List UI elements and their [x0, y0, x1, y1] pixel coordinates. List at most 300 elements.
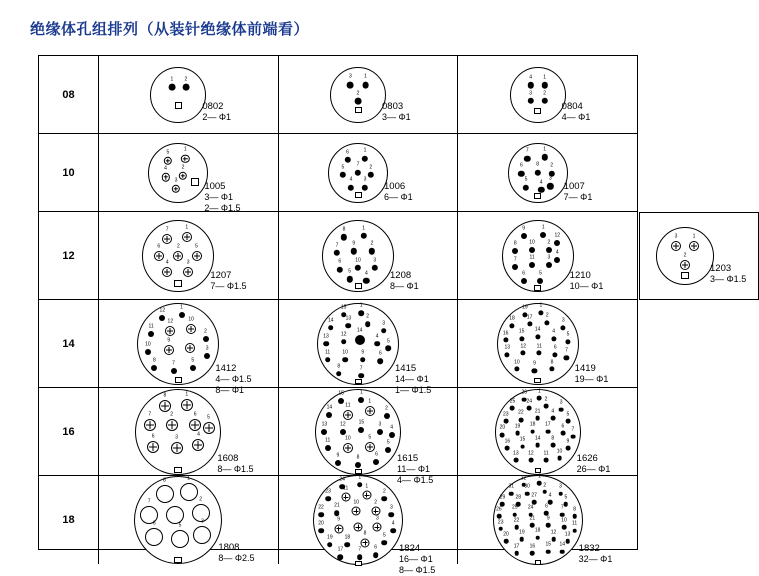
contact-number: 5	[195, 243, 198, 249]
pin-contact	[346, 323, 352, 329]
contact-number: 6	[545, 503, 548, 510]
contact-number: 7	[172, 360, 175, 367]
pin-contact	[544, 458, 549, 463]
pin-contact	[151, 365, 157, 371]
connector-code: 1412	[215, 362, 237, 374]
pin-contact	[546, 523, 551, 528]
pin-contact	[390, 528, 396, 534]
keyway-notch	[175, 377, 182, 383]
pin-contact	[385, 447, 391, 453]
pin-contact	[342, 357, 348, 363]
contact-number: 7	[148, 411, 152, 418]
pin-contact	[521, 278, 527, 284]
contact-number: 3	[174, 177, 178, 184]
contact-number: 7	[571, 426, 575, 433]
pin-contact	[321, 429, 327, 435]
pin-contact	[537, 351, 542, 356]
contact-number: 2	[184, 76, 188, 83]
socket-contact	[161, 173, 169, 181]
pin-contact	[373, 552, 379, 558]
connector-label	[399, 543, 435, 576]
contact-number: 13	[513, 450, 519, 457]
contact-number: 13	[504, 344, 511, 351]
contact-number: 2	[366, 313, 369, 320]
socket-contact	[185, 343, 195, 353]
contact-number: 1	[543, 146, 547, 153]
socket-contact	[189, 419, 201, 431]
connector-cell-1210	[458, 212, 637, 299]
contact-number: 7	[359, 365, 363, 372]
contact-number: 2	[199, 496, 203, 503]
connector-shell	[142, 220, 214, 292]
pin-contact	[542, 490, 547, 495]
contact-number: 8	[337, 363, 341, 370]
pin-contact	[358, 397, 364, 403]
pin-contact	[355, 265, 361, 271]
contact-number: 15	[545, 541, 551, 548]
contact-number: 12	[340, 331, 347, 338]
contact-number: 2	[369, 164, 373, 171]
pin-contact	[355, 98, 362, 105]
contact-number: 2	[547, 239, 551, 246]
socket-contact	[182, 232, 192, 242]
contact-number: 10	[353, 499, 360, 506]
socket-contact	[192, 251, 202, 261]
connector-shell	[322, 220, 394, 292]
pin-contact	[347, 81, 354, 88]
contact-number: 1	[185, 391, 189, 398]
contact-number: 28	[515, 494, 522, 501]
contact-number: 11	[343, 485, 349, 492]
pin-contact	[323, 341, 329, 347]
connector-cell-1626	[458, 388, 637, 475]
shell-size-label: 12	[39, 212, 99, 299]
pin-contact	[358, 310, 364, 316]
pin-contact	[560, 549, 565, 554]
socket-contact	[173, 251, 183, 261]
pin-contact	[521, 233, 527, 239]
contact-number: 4	[197, 431, 200, 438]
contact-number: 17	[526, 314, 533, 321]
contact-number: 3	[175, 434, 179, 441]
pin-contact	[355, 169, 361, 175]
contact-number: 32	[520, 475, 527, 481]
contact-number: 1	[543, 74, 547, 81]
contact-number: 1	[183, 146, 187, 153]
pin-contact	[389, 512, 395, 518]
keyway-notch	[681, 272, 689, 279]
pin-contact	[168, 84, 175, 91]
pin-contact	[558, 491, 563, 496]
pin-contact	[365, 322, 371, 328]
pin-contact	[551, 537, 556, 542]
contact-spec: 19— Φ1	[574, 373, 609, 384]
connector-label	[577, 453, 611, 475]
contact-number: 5	[166, 149, 170, 156]
contact-number: 10	[561, 517, 567, 524]
contact-number: 5	[207, 414, 210, 421]
contact-number: 2	[385, 405, 388, 412]
socket-contact	[671, 241, 681, 251]
keyway-notch	[174, 280, 182, 287]
contact-number: 8	[513, 240, 517, 247]
pin-contact	[334, 510, 340, 516]
connector-label	[217, 453, 253, 475]
contact-spec: 4— Φ1.5	[215, 373, 252, 384]
connector-label	[570, 270, 604, 292]
contact-number: 19	[327, 534, 333, 541]
contact-number: 11	[536, 343, 542, 349]
pin-contact	[545, 320, 550, 325]
pin-contact	[327, 542, 333, 548]
pin-contact	[537, 278, 543, 284]
connector-label	[204, 181, 240, 214]
pin-contact	[546, 549, 551, 554]
contact-spec: 10— Φ1	[569, 280, 604, 291]
keyway-notch	[534, 193, 541, 199]
connector-code: 1615	[397, 452, 419, 464]
pin-contact	[382, 540, 388, 546]
pin-contact	[564, 355, 569, 360]
pin-contact	[541, 154, 547, 160]
contact-number: 7	[356, 161, 360, 168]
contact-number: 18	[509, 315, 515, 322]
socket-contact	[186, 324, 196, 334]
contact-number: 17	[513, 543, 520, 550]
contact-spec: 1— Φ1.5	[395, 384, 432, 395]
contact-number: 14	[559, 541, 566, 548]
socket-contact	[147, 441, 159, 453]
pin-contact	[545, 429, 550, 434]
socket-contact	[181, 154, 189, 162]
pin-contact	[378, 358, 384, 364]
contact-number: 3	[373, 257, 377, 264]
pin-contact	[541, 82, 547, 88]
pin-contact	[159, 315, 165, 321]
contact-spec: 6— Φ1	[384, 191, 413, 202]
pin-contact	[204, 353, 210, 359]
pin-contact	[374, 341, 380, 347]
pin-contact	[538, 311, 543, 316]
contact-spec: 2— Φ1	[202, 111, 232, 122]
keyway-notch	[355, 283, 362, 289]
contact-number: 2	[550, 162, 553, 169]
contact-number: 23	[325, 488, 331, 495]
contact-number: 2	[176, 243, 180, 249]
contact-number: 6	[157, 243, 161, 249]
pin-contact	[515, 431, 520, 436]
contact-spec: 32— Φ1	[578, 554, 613, 564]
pin-contact	[328, 325, 334, 331]
connector-diagram	[656, 227, 747, 285]
contact-number: 30	[524, 483, 530, 490]
contact-number: 8	[536, 161, 540, 168]
contact-number: 1	[363, 147, 367, 154]
contact-number: 9	[566, 438, 570, 445]
connector-shell	[656, 227, 714, 285]
pin-contact	[372, 265, 378, 271]
pin-contact	[318, 528, 324, 534]
connector-diagram	[142, 220, 247, 292]
pin-contact	[340, 429, 346, 435]
contact-number: 11	[325, 437, 331, 444]
socket-contact	[159, 400, 171, 412]
pin-contact	[326, 412, 332, 418]
contact-number: 3	[674, 233, 678, 240]
contact-number: 18	[344, 534, 351, 541]
connector-shell	[313, 475, 403, 565]
contact-number: 8	[550, 359, 554, 365]
contact-number: 3	[201, 518, 204, 525]
contact-number: 7	[335, 242, 339, 248]
pin-contact	[525, 491, 530, 496]
contact-number: 15	[519, 436, 526, 443]
contact-number: 4	[529, 74, 533, 81]
contact-number: 3	[205, 345, 209, 352]
connector-diagram	[322, 220, 419, 292]
contact-spec: 3— Φ1	[204, 191, 234, 202]
contact-number: 20	[503, 531, 509, 538]
contact-number: 4	[349, 176, 353, 183]
contact-number: 12	[520, 343, 527, 349]
pin-contact	[358, 373, 364, 379]
keyway-notch	[175, 102, 182, 109]
contact-number: 6	[374, 544, 377, 551]
connector-label	[218, 542, 254, 564]
contact-number: 7	[560, 504, 564, 511]
contact-number: 12	[340, 421, 346, 427]
pin-contact	[529, 262, 535, 268]
keyway-notch	[535, 468, 541, 473]
contact-spec: 3— Φ1	[382, 111, 411, 122]
contact-number: 6	[561, 423, 565, 430]
socket-contact	[334, 524, 343, 533]
contact-number: 13	[564, 531, 571, 538]
connector-code: 1832	[578, 543, 600, 554]
connector-shell	[497, 303, 579, 385]
contact-number: 11	[324, 349, 331, 356]
keyway-notch	[534, 108, 541, 114]
contact-number: 10	[188, 316, 194, 323]
contact-number: 7	[565, 347, 568, 354]
pin-contact	[559, 407, 564, 412]
connector-diagram	[495, 388, 611, 475]
contact-spec: 8— Φ1	[390, 280, 419, 291]
connector-label	[382, 101, 411, 123]
connector-code: 1005	[204, 180, 226, 192]
contact-number: 20	[318, 520, 324, 527]
connector-code: 1608	[217, 452, 239, 464]
pin-contact	[360, 233, 366, 239]
connector-cell-1203	[639, 212, 759, 300]
connector-cell-0802	[99, 56, 279, 133]
socket-contact	[203, 422, 215, 434]
contact-spec: 3— Φ1.5	[710, 274, 747, 284]
pin-contact	[524, 155, 530, 161]
connector-code: 1208	[390, 269, 412, 281]
connector-diagram	[330, 67, 411, 123]
pin-contact	[527, 322, 532, 327]
connector-shell	[330, 67, 386, 123]
pin-contact	[338, 554, 344, 560]
pin-contact	[530, 429, 535, 434]
contact-number: 3	[375, 515, 379, 522]
contact-number: 21	[534, 408, 541, 415]
contact-number: 23	[497, 519, 504, 525]
contact-number: 5	[566, 331, 570, 338]
contact-number: 5	[524, 176, 528, 183]
connector-cell-1006	[279, 134, 459, 211]
contact-spec: 14— Φ1	[395, 373, 429, 384]
pin-contact	[373, 459, 379, 465]
table-row	[39, 473, 637, 575]
connector-code: 1824	[399, 543, 421, 554]
pin-contact	[561, 325, 566, 330]
shell-size-label: 08	[39, 56, 99, 133]
connector-label	[564, 181, 593, 203]
connector-shell	[317, 303, 399, 385]
contact-number: 21	[334, 502, 340, 509]
contact-number: 16	[502, 330, 509, 337]
contact-number: 4	[391, 520, 395, 527]
contact-number: 6	[520, 162, 523, 169]
pin-contact	[535, 535, 540, 540]
connector-cell-1808	[99, 476, 279, 564]
connector-shell	[135, 389, 221, 475]
contact-number: 9	[336, 452, 340, 459]
pin-contact	[521, 351, 526, 356]
keyway-notch	[355, 561, 362, 566]
socket-contact	[352, 507, 361, 516]
connector-code: 1007	[563, 180, 585, 192]
pin-contact	[537, 481, 542, 486]
contact-number: 9	[522, 225, 526, 232]
contact-number: 16	[529, 543, 536, 550]
connector-code: 0803	[382, 100, 404, 112]
pin-contact	[503, 338, 508, 343]
contact-number: 1	[368, 398, 372, 405]
connector-label	[710, 263, 746, 285]
socket-contact	[689, 241, 699, 251]
contact-number: 5	[539, 270, 542, 277]
contact-number: 20	[499, 424, 506, 431]
pin-contact	[566, 419, 571, 424]
pin-contact	[341, 339, 347, 345]
contact-spec: 4— Φ1	[561, 111, 591, 122]
pin-contact	[572, 528, 577, 533]
connector-shell	[493, 475, 583, 565]
socket-contact	[164, 157, 172, 165]
contact-number: 12	[550, 529, 557, 536]
contact-number: 19	[522, 304, 528, 311]
contact-number: 10	[345, 435, 351, 442]
contact-number: 2	[370, 240, 374, 247]
connector-shell	[328, 143, 388, 203]
contact-number: 3	[186, 259, 190, 266]
pin-contact	[325, 496, 331, 502]
socket-contact	[164, 345, 174, 355]
contact-number: 5	[178, 522, 182, 529]
socket-contact	[172, 185, 180, 193]
contact-spec: 16— Φ1	[399, 554, 433, 564]
pin-contact	[554, 257, 560, 263]
connector-cell-1208	[279, 212, 459, 299]
contact-number: 24	[527, 504, 534, 511]
contact-number: 19	[514, 423, 521, 430]
contact-number: 9	[533, 360, 536, 367]
connector-label	[562, 101, 591, 123]
contact-number: 1	[365, 483, 369, 490]
connector-cell-1415	[279, 300, 459, 395]
pin-contact	[503, 419, 508, 424]
socket-contact	[362, 491, 371, 500]
pin-contact	[148, 331, 154, 337]
pin-contact	[529, 458, 534, 463]
pin-contact	[337, 266, 343, 272]
contact-number: 8	[573, 506, 577, 513]
contact-number: 15	[358, 419, 365, 426]
contact-number: 10	[342, 349, 348, 356]
pin-contact	[318, 512, 324, 518]
contact-number: 6	[553, 344, 557, 351]
contact-number: 24	[526, 398, 533, 405]
contact-number: 4	[375, 333, 379, 340]
contact-number: 5	[564, 494, 568, 501]
connector-shell	[508, 143, 568, 203]
table-row	[39, 134, 637, 212]
connector-shell	[315, 389, 401, 475]
pin-contact	[325, 357, 331, 363]
pin-contact	[518, 417, 523, 422]
contact-number: 4	[539, 179, 543, 186]
pin-contact	[348, 184, 354, 190]
contact-number: 17	[544, 421, 551, 428]
connector-code: 1626	[576, 452, 598, 464]
contact-number: 3	[559, 399, 563, 406]
contact-number: 3	[390, 504, 393, 511]
contact-number: 1	[359, 389, 363, 396]
connector-label	[390, 270, 419, 292]
contact-number: 3	[382, 320, 385, 327]
contact-number: 16	[504, 438, 511, 445]
pin-contact	[512, 248, 518, 254]
pin-contact	[377, 429, 383, 435]
contact-number: 2	[544, 396, 548, 403]
contact-number: 6	[379, 350, 382, 357]
contact-number: 13	[323, 333, 329, 340]
contact-number: 29	[499, 494, 506, 501]
pin-contact	[355, 462, 361, 468]
contact-number: 10	[514, 359, 520, 365]
pin-contact	[509, 491, 514, 496]
connector-label	[579, 543, 613, 565]
contact-number: 8	[342, 226, 346, 233]
pin-contact	[382, 496, 388, 502]
pin-contact	[546, 262, 552, 268]
contact-number: 25	[509, 398, 516, 405]
contact-number: 6	[338, 258, 342, 265]
contact-number: 24	[339, 476, 345, 483]
pin-contact	[338, 398, 344, 404]
contact-number: 8	[363, 530, 367, 537]
connector-shell	[510, 67, 566, 123]
contact-number: 6	[346, 149, 349, 156]
pin-contact	[384, 413, 390, 419]
contact-number: 4	[164, 165, 167, 172]
keyway-notch	[534, 285, 541, 291]
socket-contact	[365, 442, 375, 452]
pin-contact	[203, 336, 209, 342]
